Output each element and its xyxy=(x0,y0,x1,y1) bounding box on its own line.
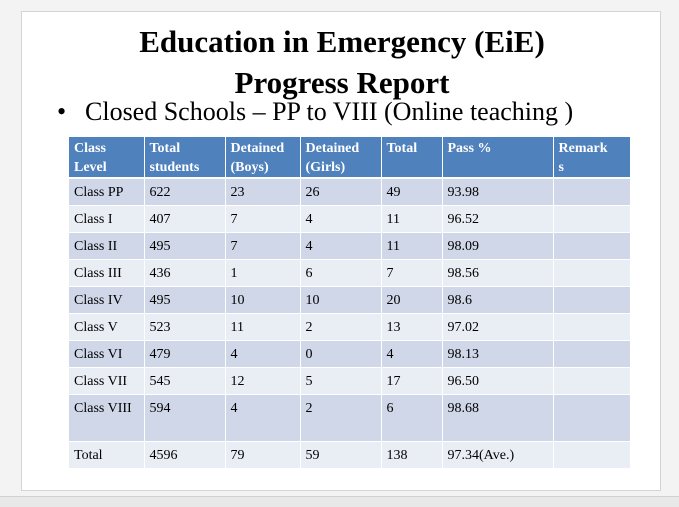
cell-total: 7 xyxy=(381,260,442,287)
cell-pass-percent: 98.09 xyxy=(442,233,553,260)
table-row xyxy=(69,233,630,260)
cell-detained-girls: 59 xyxy=(300,442,381,469)
header-remarks: Remark s xyxy=(553,137,630,178)
table-header-row xyxy=(69,137,630,178)
cell-detained-girls: 0 xyxy=(300,341,381,368)
cell-total: 6 xyxy=(381,395,442,442)
table-row xyxy=(69,442,630,469)
cell-total-students: 436 xyxy=(144,260,225,287)
cell-detained-girls: 2 xyxy=(300,395,381,442)
cell-remarks xyxy=(553,260,630,287)
cell-remarks xyxy=(553,206,630,233)
cell-total: 11 xyxy=(381,206,442,233)
header-detained-girls: Detained (Girls) xyxy=(300,137,381,178)
cell-remarks xyxy=(553,395,630,442)
header-total: Total xyxy=(381,137,442,178)
cell-total-students: 407 xyxy=(144,206,225,233)
cell-class-level: Class II xyxy=(69,233,144,260)
cell-detained-boys: 7 xyxy=(225,206,300,233)
header-pass-percent: Pass % xyxy=(442,137,553,178)
cell-remarks xyxy=(553,442,630,469)
cell-pass-percent: 93.98 xyxy=(442,178,553,206)
cell-total-students: 594 xyxy=(144,395,225,442)
cell-pass-percent: 98.68 xyxy=(442,395,553,442)
cell-total: 138 xyxy=(381,442,442,469)
header-total-students: Total students xyxy=(144,137,225,178)
cell-class-level: Class VI xyxy=(69,341,144,368)
cell-total-students: 4596 xyxy=(144,442,225,469)
cell-detained-boys: 7 xyxy=(225,233,300,260)
cell-detained-boys: 11 xyxy=(225,314,300,341)
cell-detained-girls: 10 xyxy=(300,287,381,314)
cell-remarks xyxy=(553,287,630,314)
table-row xyxy=(69,206,630,233)
cell-total: 11 xyxy=(381,233,442,260)
table-row xyxy=(69,368,630,395)
cell-class-level: Class V xyxy=(69,314,144,341)
title-line-2: Progress Report xyxy=(234,65,450,100)
table-row xyxy=(69,260,630,287)
cell-total: 13 xyxy=(381,314,442,341)
cell-pass-percent: 97.34(Ave.) xyxy=(442,442,553,469)
cell-class-level: Class I xyxy=(69,206,144,233)
cell-class-level: Class III xyxy=(69,260,144,287)
cell-remarks xyxy=(553,233,630,260)
cell-class-level: Class PP xyxy=(69,178,144,206)
cell-total-students: 495 xyxy=(144,287,225,314)
cell-detained-boys: 4 xyxy=(225,341,300,368)
cell-detained-boys: 10 xyxy=(225,287,300,314)
cell-total-students: 545 xyxy=(144,368,225,395)
title-line-1: Education in Emergency (EiE) xyxy=(139,24,545,59)
cell-pass-percent: 97.02 xyxy=(442,314,553,341)
cell-total-students: 523 xyxy=(144,314,225,341)
bullet-point xyxy=(57,96,573,128)
table-row xyxy=(69,314,630,341)
cell-pass-percent: 96.50 xyxy=(442,368,553,395)
table-row xyxy=(69,341,630,368)
header-detained-boys: Detained (Boys) xyxy=(225,137,300,178)
cell-pass-percent: 96.52 xyxy=(442,206,553,233)
window-bottom-bar xyxy=(0,496,679,507)
table-row xyxy=(69,178,630,206)
cell-total: 17 xyxy=(381,368,442,395)
cell-pass-percent: 98.6 xyxy=(442,287,553,314)
cell-total: 49 xyxy=(381,178,442,206)
cell-total: 20 xyxy=(381,287,442,314)
cell-remarks xyxy=(553,314,630,341)
cell-class-level: Class VII xyxy=(69,368,144,395)
bullet-icon: • xyxy=(57,97,67,126)
slide xyxy=(21,11,661,491)
cell-detained-girls: 4 xyxy=(300,206,381,233)
cell-detained-girls: 2 xyxy=(300,314,381,341)
cell-remarks xyxy=(553,178,630,206)
cell-class-level: Class VIII xyxy=(69,395,144,442)
cell-pass-percent: 98.56 xyxy=(442,260,553,287)
cell-total-students: 479 xyxy=(144,341,225,368)
cell-pass-percent: 98.13 xyxy=(442,341,553,368)
cell-detained-boys: 79 xyxy=(225,442,300,469)
cell-total-students: 622 xyxy=(144,178,225,206)
cell-detained-girls: 5 xyxy=(300,368,381,395)
cell-detained-boys: 4 xyxy=(225,395,300,442)
progress-table xyxy=(69,137,630,469)
cell-detained-boys: 23 xyxy=(225,178,300,206)
cell-detained-girls: 26 xyxy=(300,178,381,206)
header-class-level: Class Level xyxy=(69,137,144,178)
table-row xyxy=(69,395,630,442)
cell-remarks xyxy=(553,368,630,395)
cell-total-students: 495 xyxy=(144,233,225,260)
cell-detained-girls: 4 xyxy=(300,233,381,260)
cell-class-level: Total xyxy=(69,442,144,469)
cell-total: 4 xyxy=(381,341,442,368)
table-row xyxy=(69,287,630,314)
cell-detained-girls: 6 xyxy=(300,260,381,287)
bullet-text: Closed Schools – PP to VIII (Online teaching ) xyxy=(85,97,574,126)
cell-remarks xyxy=(553,341,630,368)
cell-class-level: Class IV xyxy=(69,287,144,314)
cell-detained-boys: 1 xyxy=(225,260,300,287)
cell-detained-boys: 12 xyxy=(225,368,300,395)
slide-title xyxy=(22,21,662,103)
